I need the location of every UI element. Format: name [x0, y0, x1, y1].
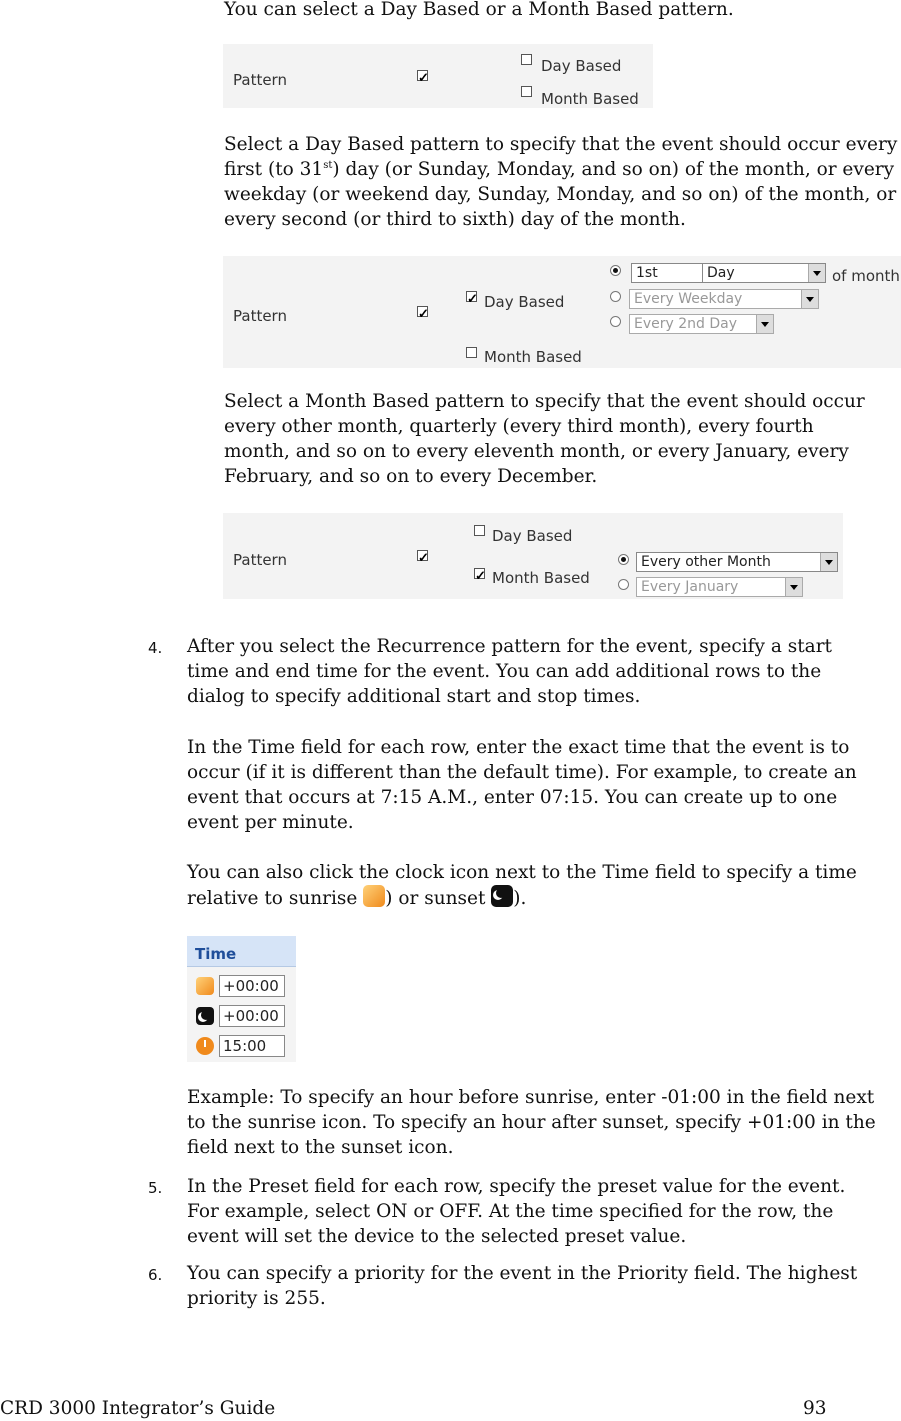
day-based-checkbox[interactable] — [474, 525, 485, 536]
chevron-down-icon — [756, 315, 773, 333]
day-based-label: Day Based — [492, 527, 573, 545]
month-name-select[interactable]: Every January — [636, 577, 803, 597]
pattern-figure-2 — [223, 256, 901, 368]
pattern-checkbox[interactable] — [417, 550, 428, 561]
month-based-checkbox[interactable] — [521, 86, 532, 97]
pattern-checkbox[interactable] — [417, 70, 428, 81]
pattern-figure-1 — [223, 44, 653, 108]
month-based-checkbox[interactable] — [466, 347, 477, 358]
pattern-label: Pattern — [233, 307, 287, 325]
sunset-icon[interactable] — [196, 1007, 214, 1025]
month-interval-select[interactable]: Every other Month — [636, 552, 838, 572]
sunset-icon — [491, 885, 513, 907]
time-figure — [187, 936, 296, 1062]
weekday-radio[interactable] — [610, 291, 621, 302]
example-paragraph: Example: To specify an hour before sunrise, enter -01:00 in the field next to the sunrise icon. To specify an hour after sunset, specify +01:00 in the field next to the sunset icon. — [187, 1087, 876, 1158]
month-based-label: Month Based — [492, 569, 590, 587]
footer-title: CRD 3000 Integrator’s Guide — [0, 1398, 276, 1419]
ordinal-select[interactable]: 1st — [631, 263, 725, 283]
time-input[interactable]: 15:00 — [219, 1035, 285, 1057]
pattern-checkbox[interactable] — [417, 306, 428, 317]
pattern-figure-3 — [223, 513, 843, 599]
step-number: 6. — [148, 1266, 163, 1284]
day-based-label: Day Based — [484, 293, 565, 311]
page-number: 93 — [803, 1398, 827, 1419]
every-nth-day-radio[interactable] — [610, 316, 621, 327]
every-month-name-radio[interactable] — [618, 579, 629, 590]
pattern-label: Pattern — [233, 71, 287, 89]
step-6-text: You can specify a priority for the event in the Priority field. The highest priority is 255. — [187, 1263, 858, 1309]
month-based-checkbox[interactable] — [474, 568, 485, 579]
sunrise-icon — [363, 885, 385, 907]
step-number: 5. — [148, 1179, 163, 1197]
chevron-down-icon — [801, 290, 818, 308]
pattern-label: Pattern — [233, 551, 287, 569]
day-ordinal-radio[interactable] — [610, 265, 621, 276]
month-based-label: Month Based — [541, 90, 639, 108]
chevron-down-icon — [785, 578, 802, 596]
clock-paragraph: You can also click the clock icon next to the Time field to specify a time relative to sunrise ) or sunset ). — [187, 862, 857, 909]
of-month-label: of month — [832, 267, 900, 285]
time-paragraph: In the Time field for each row, enter the exact time that the event is to occur (if it is different than the default time). For example, to create an event that occurs at 7:15 A.M., enter 07:15. You can create up to one event per minute. — [187, 737, 857, 833]
chevron-down-icon — [820, 553, 837, 571]
day-based-paragraph: Select a Day Based pattern to specify that the event should occur every first (to 31st) day (or Sunday, Monday, and so on) of the month, or every weekday (or weekend day, Sunday, Monday, and so on) of the month, or every second (or third to sixth) day of the month. — [224, 134, 898, 230]
chevron-down-icon — [808, 264, 825, 282]
every-nth-day-select[interactable]: Every 2nd Day — [629, 314, 774, 334]
intro-text: You can select a Day Based or a Month Based pattern. — [224, 0, 734, 20]
step-4-text: After you select the Recurrence pattern for the event, specify a start time and end time for the event. You can add additional rows to the dialog to specify additional start and stop times. — [187, 636, 832, 707]
sunset-offset-input[interactable]: +00:00 — [219, 1005, 285, 1027]
sunrise-offset-input[interactable]: +00:00 — [219, 975, 285, 997]
weekday-select[interactable]: Every Weekday — [629, 289, 819, 309]
clock-icon[interactable] — [196, 1037, 214, 1055]
month-based-label: Month Based — [484, 348, 582, 366]
every-other-month-radio[interactable] — [618, 554, 629, 565]
step-5-text: In the Preset field for each row, specify the preset value for the event. For example, select ON or OFF. At the time specified for the row, the event will set the device to the selected preset value. — [187, 1176, 846, 1247]
day-based-checkbox[interactable] — [521, 54, 532, 65]
day-based-checkbox[interactable] — [466, 291, 477, 302]
sunrise-icon[interactable] — [196, 977, 214, 995]
time-header: Time — [195, 945, 237, 963]
day-unit-select[interactable]: Day — [702, 263, 826, 283]
day-based-label: Day Based — [541, 57, 622, 75]
step-number: 4. — [148, 639, 163, 657]
month-based-paragraph: Select a Month Based pattern to specify that the event should occur every other month, quarterly (every third month), every fourth month, and so on to every eleventh month, or every January, every February, and so on to every December. — [224, 391, 865, 487]
